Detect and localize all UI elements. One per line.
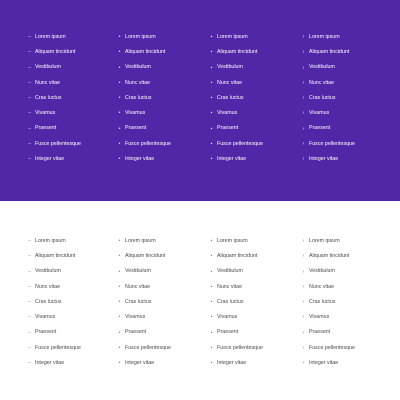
- dash-marker-icon: –: [28, 329, 31, 336]
- list-item-label: Praesent: [217, 125, 239, 132]
- arrow-marker-icon: ›: [302, 49, 305, 56]
- list-item-label: Vivamus: [309, 314, 330, 321]
- list-item-label: Cras luctus: [309, 298, 336, 305]
- square-marker-icon: ▪: [210, 140, 213, 147]
- list-item: [27, 122, 113, 137]
- list-item-label: Praesent: [217, 329, 239, 336]
- list-item: [209, 249, 295, 264]
- list-item: [117, 249, 203, 264]
- arrow-marker-icon: ›: [302, 253, 305, 260]
- dash-marker-icon: –: [28, 49, 31, 56]
- list-item: [27, 234, 113, 249]
- list-item-label: Integer vitae: [125, 359, 155, 366]
- list-item: [209, 122, 295, 137]
- list-item: [27, 91, 113, 106]
- list-item: [209, 76, 295, 91]
- list-item-label: Lorem ipsum: [35, 33, 66, 40]
- list-item-label: Vivamus: [217, 314, 238, 321]
- list-item: [301, 265, 387, 280]
- list-item: [209, 91, 295, 106]
- list-item-label: Praesent: [35, 125, 57, 132]
- list-item-label: Lorem ipsum: [35, 237, 66, 244]
- list-item-label: Integer vitae: [35, 359, 65, 366]
- list-item-label: Nunc vitae: [35, 79, 61, 86]
- list-item-label: Cras luctus: [35, 298, 62, 305]
- list-item-label: Cras luctus: [125, 94, 152, 101]
- list-item-label: Vivamus: [125, 314, 146, 321]
- list-item: [27, 341, 113, 356]
- dash-marker-icon: –: [28, 125, 31, 132]
- list-item-label: Nunc vitae: [309, 79, 335, 86]
- list-item-label: Lorem ipsum: [125, 33, 156, 40]
- dash-marker-icon: –: [28, 360, 31, 367]
- square-marker-icon: ▪: [210, 79, 213, 86]
- list-item: [209, 61, 295, 76]
- arrow-marker-icon: ›: [302, 156, 305, 163]
- list-item: [209, 326, 295, 341]
- list-item-label: Integer vitae: [217, 155, 247, 162]
- list-item: [117, 61, 203, 76]
- list-item: [301, 341, 387, 356]
- dash-marker-icon: –: [28, 95, 31, 102]
- square-marker-icon: ▪: [210, 253, 213, 260]
- square-marker-icon: ▪: [210, 125, 213, 132]
- square-marker-icon: ▪: [210, 34, 213, 41]
- square-marker-icon: ▪: [210, 283, 213, 290]
- list-item-label: Fusce pellentesque: [309, 140, 355, 147]
- list-item-label: Vivamus: [309, 110, 330, 117]
- list-item-label: Vestibulum: [125, 268, 151, 275]
- list-item-label: Aliquam tincidunt: [35, 49, 76, 56]
- list-item: [209, 356, 295, 371]
- list-item-label: Aliquam tincidunt: [125, 49, 166, 56]
- dash-marker-icon: –: [28, 268, 31, 275]
- dash-marker-icon: –: [28, 299, 31, 306]
- list-item: [209, 30, 295, 45]
- list-item-label: Lorem ipsum: [309, 237, 340, 244]
- list-item-label: Vestibulum: [125, 64, 151, 71]
- list-item: [117, 137, 203, 152]
- list-item: [27, 61, 113, 76]
- light-list-arrow: [301, 234, 387, 371]
- list-item-label: Praesent: [125, 125, 147, 132]
- list-item: [209, 106, 295, 121]
- bullet-marker-icon: •: [118, 110, 121, 117]
- list-item: [301, 61, 387, 76]
- list-item-label: Nunc vitae: [35, 283, 61, 290]
- list-item-label: Aliquam tincidunt: [217, 253, 258, 260]
- square-marker-icon: ▪: [210, 238, 213, 245]
- list-item-label: Cras luctus: [217, 298, 244, 305]
- list-item-label: Nunc vitae: [217, 283, 243, 290]
- list-item: [27, 326, 113, 341]
- list-item: [301, 76, 387, 91]
- list-item: [117, 45, 203, 60]
- list-item: [301, 310, 387, 325]
- list-item: [117, 234, 203, 249]
- dash-marker-icon: –: [28, 64, 31, 71]
- arrow-marker-icon: ›: [302, 79, 305, 86]
- list-item: [117, 152, 203, 167]
- list-item-label: Aliquam tincidunt: [309, 49, 350, 56]
- list-item-label: Integer vitae: [217, 359, 247, 366]
- list-item-label: Vivamus: [125, 110, 146, 117]
- arrow-marker-icon: ›: [302, 314, 305, 321]
- list-item-label: Vivamus: [35, 314, 56, 321]
- list-item-label: Cras luctus: [125, 298, 152, 305]
- square-marker-icon: ▪: [210, 268, 213, 275]
- bullet-marker-icon: •: [118, 238, 121, 245]
- square-marker-icon: ▪: [210, 156, 213, 163]
- list-item: [27, 76, 113, 91]
- list-item-label: Vestibulum: [309, 64, 335, 71]
- square-marker-icon: ▪: [210, 64, 213, 71]
- list-item: [117, 106, 203, 121]
- list-item: [117, 280, 203, 295]
- arrow-marker-icon: ›: [302, 283, 305, 290]
- list-item: [301, 30, 387, 45]
- dash-marker-icon: –: [28, 110, 31, 117]
- list-item-label: Praesent: [35, 329, 57, 336]
- arrow-marker-icon: ›: [302, 64, 305, 71]
- bullet-marker-icon: •: [118, 329, 121, 336]
- list-item-label: Vestibulum: [217, 64, 243, 71]
- list-item: [117, 310, 203, 325]
- list-item-label: Vivamus: [217, 110, 238, 117]
- square-marker-icon: ▪: [210, 344, 213, 351]
- list-item-label: Cras luctus: [309, 94, 336, 101]
- bullet-marker-icon: •: [118, 156, 121, 163]
- list-item-label: Nunc vitae: [309, 283, 335, 290]
- dash-marker-icon: –: [28, 34, 31, 41]
- list-item: [209, 280, 295, 295]
- list-item-label: Integer vitae: [35, 155, 65, 162]
- list-item-label: Fusce pellentesque: [35, 140, 81, 147]
- list-item: [209, 265, 295, 280]
- dark-list-arrow: [301, 30, 387, 167]
- list-item-label: Nunc vitae: [125, 283, 151, 290]
- list-item: [27, 30, 113, 45]
- list-item-label: Aliquam tincidunt: [309, 253, 350, 260]
- bullet-marker-icon: •: [118, 125, 121, 132]
- square-marker-icon: ▪: [210, 49, 213, 56]
- arrow-marker-icon: ›: [302, 360, 305, 367]
- list-item: [301, 122, 387, 137]
- dark-list-square: [209, 30, 295, 167]
- bullet-marker-icon: •: [118, 49, 121, 56]
- list-item: [301, 45, 387, 60]
- list-item: [209, 137, 295, 152]
- bullet-marker-icon: •: [118, 283, 121, 290]
- list-item: [301, 356, 387, 371]
- arrow-marker-icon: ›: [302, 140, 305, 147]
- list-item-label: Vestibulum: [35, 64, 61, 71]
- bullet-marker-icon: •: [118, 314, 121, 321]
- list-item-label: Vivamus: [35, 110, 56, 117]
- bullet-marker-icon: •: [118, 95, 121, 102]
- arrow-marker-icon: ›: [302, 238, 305, 245]
- square-marker-icon: ▪: [210, 314, 213, 321]
- list-item-label: Vestibulum: [309, 268, 335, 275]
- list-item-label: Cras luctus: [217, 94, 244, 101]
- list-item: [301, 295, 387, 310]
- list-item-label: Nunc vitae: [125, 79, 151, 86]
- list-item: [27, 265, 113, 280]
- list-item-label: Fusce pellentesque: [217, 140, 263, 147]
- bullet-marker-icon: •: [118, 79, 121, 86]
- dash-marker-icon: –: [28, 344, 31, 351]
- list-item: [209, 310, 295, 325]
- list-item: [301, 280, 387, 295]
- light-list-bullet: [117, 234, 203, 371]
- arrow-marker-icon: ›: [302, 110, 305, 117]
- list-item: [117, 356, 203, 371]
- list-item: [301, 152, 387, 167]
- list-item: [27, 295, 113, 310]
- list-item: [117, 76, 203, 91]
- list-item-label: Aliquam tincidunt: [35, 253, 76, 260]
- list-item-label: Lorem ipsum: [217, 33, 248, 40]
- list-item-label: Fusce pellentesque: [125, 140, 171, 147]
- bullet-marker-icon: •: [118, 360, 121, 367]
- bullet-marker-icon: •: [118, 344, 121, 351]
- dash-marker-icon: –: [28, 314, 31, 321]
- list-item-label: Integer vitae: [309, 155, 339, 162]
- dash-marker-icon: –: [28, 79, 31, 86]
- square-marker-icon: ▪: [210, 299, 213, 306]
- list-item: [209, 152, 295, 167]
- list-item: [117, 326, 203, 341]
- arrow-marker-icon: ›: [302, 299, 305, 306]
- dark-list-bullet: [117, 30, 203, 167]
- list-item: [301, 326, 387, 341]
- list-item-label: Aliquam tincidunt: [217, 49, 258, 56]
- square-marker-icon: ▪: [210, 329, 213, 336]
- list-item: [117, 122, 203, 137]
- list-item: [117, 91, 203, 106]
- list-item-label: Lorem ipsum: [125, 237, 156, 244]
- list-item: [301, 91, 387, 106]
- list-item: [27, 137, 113, 152]
- arrow-marker-icon: ›: [302, 34, 305, 41]
- list-item-label: Lorem ipsum: [309, 33, 340, 40]
- square-marker-icon: ▪: [210, 110, 213, 117]
- list-item-label: Praesent: [309, 329, 331, 336]
- bullet-marker-icon: •: [118, 299, 121, 306]
- list-item-label: Nunc vitae: [217, 79, 243, 86]
- arrow-marker-icon: ›: [302, 95, 305, 102]
- list-item-label: Aliquam tincidunt: [125, 253, 166, 260]
- list-item: [209, 45, 295, 60]
- bullet-marker-icon: •: [118, 140, 121, 147]
- list-item: [117, 295, 203, 310]
- light-list-square: [209, 234, 295, 371]
- list-item: [301, 106, 387, 121]
- list-item: [117, 265, 203, 280]
- list-item-label: Vestibulum: [217, 268, 243, 275]
- list-item: [27, 310, 113, 325]
- list-item: [117, 341, 203, 356]
- list-item: [301, 249, 387, 264]
- list-item-label: Praesent: [309, 125, 331, 132]
- bullet-marker-icon: •: [118, 268, 121, 275]
- arrow-marker-icon: ›: [302, 344, 305, 351]
- list-item: [27, 280, 113, 295]
- arrow-marker-icon: ›: [302, 268, 305, 275]
- list-item-label: Fusce pellentesque: [217, 344, 263, 351]
- list-item-label: Fusce pellentesque: [35, 344, 81, 351]
- list-item-label: Lorem ipsum: [217, 237, 248, 244]
- list-item: [209, 295, 295, 310]
- dash-marker-icon: –: [28, 156, 31, 163]
- list-item-label: Integer vitae: [309, 359, 339, 366]
- dash-marker-icon: –: [28, 140, 31, 147]
- square-marker-icon: ▪: [210, 95, 213, 102]
- bullet-marker-icon: •: [118, 34, 121, 41]
- bullet-marker-icon: •: [118, 253, 121, 260]
- square-marker-icon: ▪: [210, 360, 213, 367]
- list-item: [209, 234, 295, 249]
- list-item: [301, 137, 387, 152]
- list-item-label: Vestibulum: [35, 268, 61, 275]
- list-item: [301, 234, 387, 249]
- list-item: [27, 356, 113, 371]
- light-list-dash: [27, 234, 113, 371]
- arrow-marker-icon: ›: [302, 125, 305, 132]
- list-item: [27, 249, 113, 264]
- list-item: [117, 30, 203, 45]
- arrow-marker-icon: ›: [302, 329, 305, 336]
- bullet-marker-icon: •: [118, 64, 121, 71]
- list-item-label: Fusce pellentesque: [125, 344, 171, 351]
- dash-marker-icon: –: [28, 283, 31, 290]
- list-item: [27, 45, 113, 60]
- list-item-label: Integer vitae: [125, 155, 155, 162]
- list-item-label: Cras luctus: [35, 94, 62, 101]
- list-item: [209, 341, 295, 356]
- dash-marker-icon: –: [28, 253, 31, 260]
- list-item-label: Praesent: [125, 329, 147, 336]
- list-item: [27, 152, 113, 167]
- list-item-label: Fusce pellentesque: [309, 344, 355, 351]
- dark-list-dash: [27, 30, 113, 167]
- light-list-panel: [0, 201, 400, 400]
- dash-marker-icon: –: [28, 238, 31, 245]
- list-item: [27, 106, 113, 121]
